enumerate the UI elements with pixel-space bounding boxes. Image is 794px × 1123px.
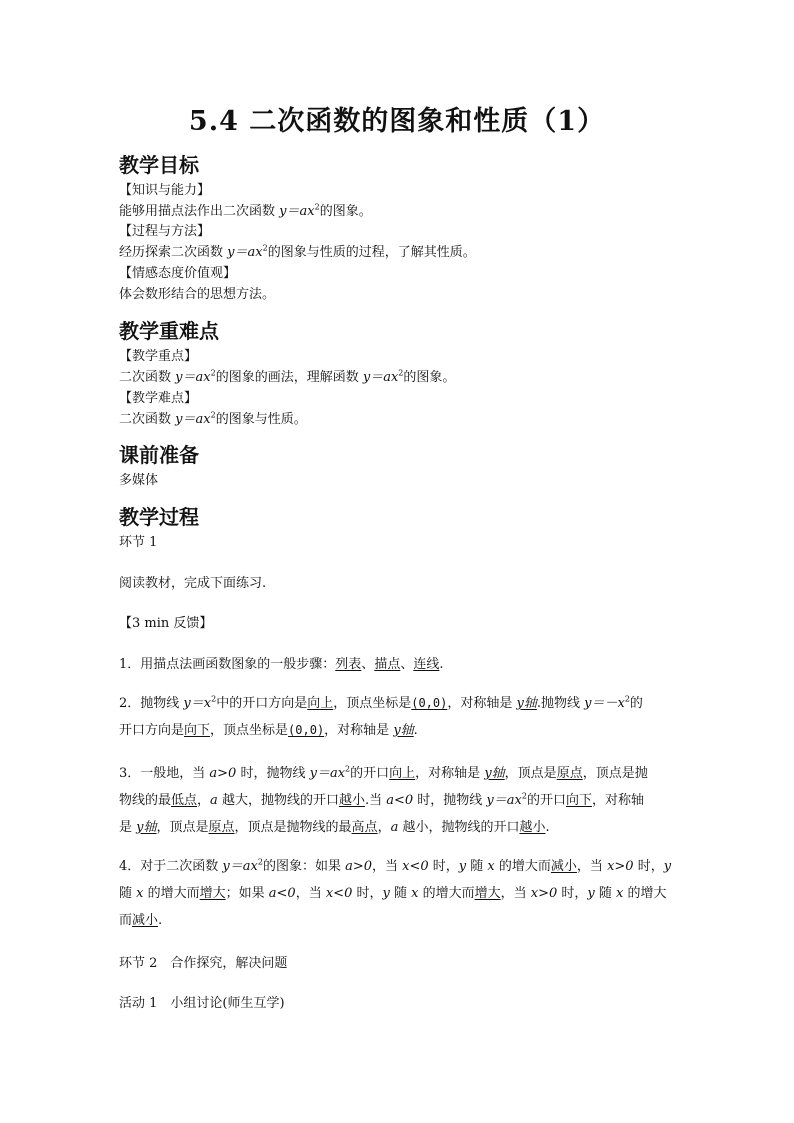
- math: ax: [247, 245, 263, 260]
- text-key: [119, 369, 455, 387]
- answer: y轴: [393, 723, 414, 738]
- text: 的增大而: [418, 886, 475, 901]
- exponent: 2: [211, 694, 217, 704]
- math: x>0: [607, 859, 634, 874]
- heading-key-difficult: 教学重难点: [119, 319, 219, 343]
- answer: 减小: [550, 859, 577, 874]
- text: 的增大: [623, 886, 667, 901]
- text-emotion: 体会数形结合的思想方法。: [119, 287, 276, 302]
- exponent: 2: [210, 410, 216, 420]
- text-read: 阅读教材，完成下面练习.: [119, 576, 267, 591]
- text: 随: [594, 886, 617, 901]
- math: a<0: [386, 793, 414, 808]
- text: 的增大而: [494, 859, 551, 874]
- math: a: [210, 793, 218, 808]
- text: 时，: [352, 886, 383, 901]
- math: y: [587, 886, 595, 901]
- label-difficult: 【教学难点】: [119, 391, 198, 406]
- text: 时，抛物线: [236, 766, 310, 781]
- text: 4．对于二次函数: [119, 859, 223, 874]
- heading-preparation: 课前准备: [119, 443, 199, 467]
- math: y＝: [486, 793, 507, 808]
- text: 越大，抛物线的开口: [217, 793, 339, 808]
- text: .当: [364, 793, 387, 808]
- text-difficult: [119, 411, 307, 429]
- text: 的图象。: [319, 204, 372, 219]
- math: x: [616, 886, 624, 901]
- math: a<0: [268, 886, 296, 901]
- math: y: [663, 859, 672, 874]
- math: a>0: [345, 859, 373, 874]
- math: a>0: [209, 766, 237, 781]
- text: 的图象。: [403, 370, 456, 385]
- text: 是: [119, 820, 137, 835]
- math: y＝: [175, 412, 196, 427]
- text: 能够用描点法作出二次函数: [119, 204, 280, 219]
- question-4-line-3: [119, 907, 679, 934]
- math: ax: [329, 766, 346, 781]
- answer: 列表: [335, 657, 362, 672]
- answer: (0,0): [411, 696, 448, 710]
- exponent: 2: [314, 202, 320, 212]
- math: x: [136, 886, 144, 901]
- math: y＝: [175, 370, 196, 385]
- math: y＝x: [183, 696, 212, 711]
- math: x: [487, 859, 495, 874]
- question-4: [119, 853, 679, 934]
- label-knowledge: 【知识与能力】: [119, 183, 211, 198]
- text: 时，: [428, 859, 459, 874]
- math: ax: [506, 793, 522, 808]
- answer: y轴: [136, 820, 157, 835]
- math: ax: [242, 859, 258, 874]
- step-1: 环节 1: [119, 535, 158, 550]
- text-knowledge: [119, 203, 372, 221]
- answer: 低点: [171, 793, 198, 808]
- label-key: 【教学重点】: [119, 349, 198, 364]
- math: y: [458, 859, 467, 874]
- label-method: 【过程与方法】: [119, 224, 211, 239]
- answer: 向上: [307, 696, 334, 711]
- math: y＝: [362, 370, 384, 385]
- text: 二次函数: [119, 370, 176, 385]
- exponent: 2: [521, 791, 527, 801]
- text-method: [119, 244, 476, 262]
- answer: 增大: [474, 886, 501, 901]
- text: ，顶点是: [504, 766, 557, 781]
- text: 二次函数: [119, 412, 176, 427]
- text-preparation: 多媒体: [119, 473, 159, 488]
- text: 的图象与性质的过程，了解其性质。: [267, 245, 476, 260]
- text: ，: [197, 793, 211, 808]
- heading-teaching-process: 教学过程: [119, 505, 199, 529]
- text: ，对称轴是: [415, 766, 485, 781]
- text: 经历探索二次函数: [119, 245, 228, 260]
- math: ax: [299, 204, 315, 219]
- text: ，对称轴是: [447, 696, 517, 711]
- text: .抛物线: [536, 696, 585, 711]
- text: 的图象与性质。: [215, 412, 307, 427]
- answer: y轴: [484, 766, 505, 781]
- text: .: [413, 723, 418, 738]
- math: x: [411, 886, 419, 901]
- text: 时，: [633, 859, 664, 874]
- math: a: [390, 820, 399, 835]
- text: ，顶点坐标是: [210, 723, 289, 738]
- text: .: [158, 913, 163, 928]
- text: 而: [119, 913, 133, 928]
- text: 开口方向是: [119, 723, 185, 738]
- text: 3．一般地，当: [119, 766, 210, 781]
- answer: 连线: [413, 657, 440, 672]
- text: 随: [119, 886, 137, 901]
- math: x<0: [402, 859, 429, 874]
- question-3: [119, 760, 679, 841]
- math: x<0: [325, 886, 353, 901]
- answer: 向上: [389, 766, 416, 781]
- math: y＝: [279, 204, 300, 219]
- answer: 原点: [556, 766, 583, 781]
- step-2: 环节 2 合作探究，解决问题: [119, 956, 288, 971]
- text: 的图象：如果: [262, 859, 346, 874]
- answer: 描点: [374, 657, 401, 672]
- text: 的: [629, 696, 643, 711]
- text: ；如果: [225, 886, 269, 901]
- text: 随: [389, 886, 412, 901]
- text: 越小，抛物线的开口: [398, 820, 520, 835]
- label-emotion: 【情感态度价值观】: [119, 266, 237, 281]
- text: ，顶点坐标是: [333, 696, 412, 711]
- text: .: [545, 820, 550, 835]
- activity-1: 活动 1 小组讨论(师生互学): [119, 996, 285, 1011]
- answer: 越小: [519, 820, 546, 835]
- text: ，顶点是: [156, 820, 209, 835]
- answer: 增大: [199, 886, 226, 901]
- text: 的图象的画法，理解函数: [215, 370, 363, 385]
- heading-teaching-objectives: 教学目标: [119, 153, 199, 177]
- math: y＝: [222, 859, 243, 874]
- page-title: 5.4 二次函数的图象和性质（1）: [188, 106, 606, 137]
- text: 中的开口方向是: [216, 696, 308, 711]
- question-3-line-3: [119, 814, 679, 841]
- text: ，顶点是抛: [582, 766, 648, 781]
- exponent: 2: [257, 857, 263, 867]
- exponent: 2: [398, 368, 404, 378]
- answer: (0,0): [288, 723, 325, 737]
- text: ，顶点是抛物线的最: [234, 820, 352, 835]
- answer: 原点: [208, 820, 235, 835]
- exponent: 2: [210, 368, 216, 378]
- math: y＝: [227, 245, 248, 260]
- exponent: 2: [345, 764, 351, 774]
- question-4-line-2: [119, 880, 679, 907]
- answer: 高点: [351, 820, 378, 835]
- math: ax: [195, 370, 211, 385]
- math: x>0: [530, 886, 558, 901]
- text: ，当: [500, 886, 531, 901]
- math: y＝: [309, 766, 330, 781]
- math: ax: [195, 412, 211, 427]
- answer: 越小: [338, 793, 365, 808]
- label-feedback: 【3 min 反馈】: [119, 616, 213, 631]
- text: ，当: [576, 859, 608, 874]
- exponent: 2: [262, 243, 268, 253]
- text: 2．抛物线: [119, 696, 184, 711]
- math: y: [382, 886, 390, 901]
- answer: y轴: [516, 696, 537, 711]
- question-2-line-1: [119, 690, 679, 717]
- question-3-line-1: [119, 760, 679, 787]
- text: 1．用描点法画函数图象的一般步骤：: [119, 657, 336, 672]
- text: 物线的最: [119, 793, 172, 808]
- question-1: 1．用描点法画函数图象的一般步骤：列表、描点、连线.: [119, 657, 444, 672]
- text: ，: [377, 820, 391, 835]
- question-2: [119, 690, 679, 744]
- answer: 向下: [184, 723, 211, 738]
- text: ，对称轴是: [324, 723, 394, 738]
- text: ，当: [372, 859, 403, 874]
- text: 的增大而: [143, 886, 200, 901]
- answer: 向下: [565, 793, 592, 808]
- exponent: 2: [624, 694, 630, 704]
- text: 时，: [557, 886, 588, 901]
- text: ，对称轴: [592, 793, 645, 808]
- question-2-line-2: [119, 717, 679, 744]
- text: 随: [466, 859, 488, 874]
- math: ax: [383, 370, 399, 385]
- text: 的开口: [350, 766, 390, 781]
- text: ，当: [295, 886, 326, 901]
- text: 的开口: [526, 793, 566, 808]
- text: 时，抛物线: [413, 793, 487, 808]
- answer: 减小: [132, 913, 159, 928]
- question-3-line-2: [119, 787, 679, 814]
- question-4-line-1: [119, 853, 679, 880]
- math: y＝－x: [584, 696, 625, 711]
